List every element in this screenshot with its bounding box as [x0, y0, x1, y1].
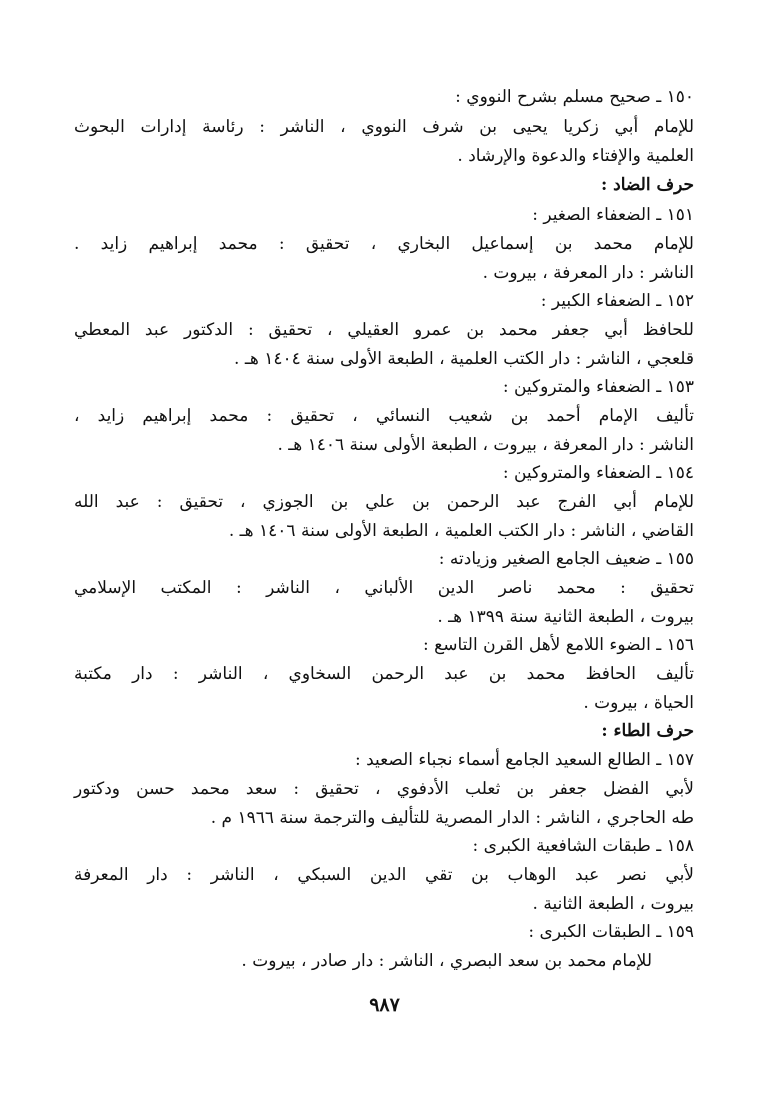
entry-title: ١٥٠ ـ صحيح مسلم بشرح النووي :: [455, 87, 694, 107]
entry-text-line: الحياة ، بيروت .: [583, 693, 694, 713]
entry-text-line: لأبي نصر عبد الوهاب بن تقي الدين السبكي ، الناشر : دار المعرفة: [74, 865, 694, 885]
entry-text-line: للإمام محمد بن سعد البصري ، الناشر : دار صادر ، بيروت .: [241, 951, 652, 971]
entry-text-line: قلعجي ، الناشر : دار الكتب العلمية ، الطبعة الأولى سنة ١٤٠٤ هـ .: [234, 349, 694, 369]
entry-title: ١٥١ ـ الضعفاء الصغير :: [532, 205, 694, 225]
entry-text-line: الناشر : دار المعرفة ، بيروت ، الطبعة الأولى سنة ١٤٠٦ هـ .: [277, 435, 694, 455]
section-header: حرف الضاد :: [600, 175, 694, 195]
entry-text-line: بيروت ، الطبعة الثانية .: [532, 894, 694, 914]
entry-text-line: تحقيق : محمد ناصر الدين الألباني ، الناشر : المكتب الإسلامي: [74, 578, 694, 598]
entry-title: ١٥٥ ـ ضعيف الجامع الصغير وزيادته :: [438, 549, 694, 569]
entry-title: ١٥٧ ـ الطالع السعيد الجامع أسماء نجباء الصعيد :: [354, 750, 694, 770]
entry-title: ١٥٦ ـ الضوء اللامع لأهل القرن التاسع :: [423, 635, 694, 655]
section-header: حرف الطاء :: [601, 721, 694, 741]
entry-title: ١٥٣ ـ الضعفاء والمتروكين :: [502, 377, 694, 397]
entry-title: ١٥٩ ـ الطبقات الكبرى :: [528, 922, 694, 942]
entry-title: ١٥٢ ـ الضعفاء الكبير :: [540, 291, 694, 311]
entry-text-line: العلمية والإفتاء والدعوة والإرشاد .: [457, 146, 694, 166]
entry-text-line: للحافظ أبي جعفر محمد بن عمرو العقيلي ، تحقيق : الدكتور عبد المعطي: [74, 320, 694, 340]
entry-text-line: بيروت ، الطبعة الثانية سنة ١٣٩٩ هـ .: [437, 607, 694, 627]
entry-text-line: طه الحاجري ، الناشر : الدار المصرية للتأليف والترجمة سنة ١٩٦٦ م .: [210, 808, 694, 828]
entry-text-line: للإمام أبي الفرج عبد الرحمن بن علي بن الجوزي ، تحقيق : عبد الله: [74, 492, 694, 512]
entry-title: ١٥٤ ـ الضعفاء والمتروكين :: [502, 463, 694, 483]
entry-text-line: القاضي ، الناشر : دار الكتب العلمية ، الطبعة الأولى سنة ١٤٠٦ هـ .: [228, 521, 694, 541]
entry-text-line: للإمام أبي زكريا يحيى بن شرف النووي ، الناشر : رئاسة إدارات البحوث: [74, 117, 694, 137]
entry-title: ١٥٨ ـ طبقات الشافعية الكبرى :: [472, 836, 694, 856]
entry-text-line: لأبي الفضل جعفر بن ثعلب الأدفوي ، تحقيق : سعد محمد حسن ودكتور: [74, 779, 694, 799]
entry-text-line: تأليف الإمام أحمد بن شعيب النسائي ، تحقيق : محمد إبراهيم زايد ،: [74, 406, 694, 426]
entry-text-line: الناشر : دار المعرفة ، بيروت .: [482, 263, 694, 283]
entry-text-line: للإمام محمد بن إسماعيل البخاري ، تحقيق : محمد إبراهيم زايد .: [74, 234, 694, 254]
entry-text-line: تأليف الحافظ محمد بن عبد الرحمن السخاوي ، الناشر : دار مكتبة: [74, 664, 694, 684]
page-number: ٩٨٧: [369, 994, 400, 1016]
